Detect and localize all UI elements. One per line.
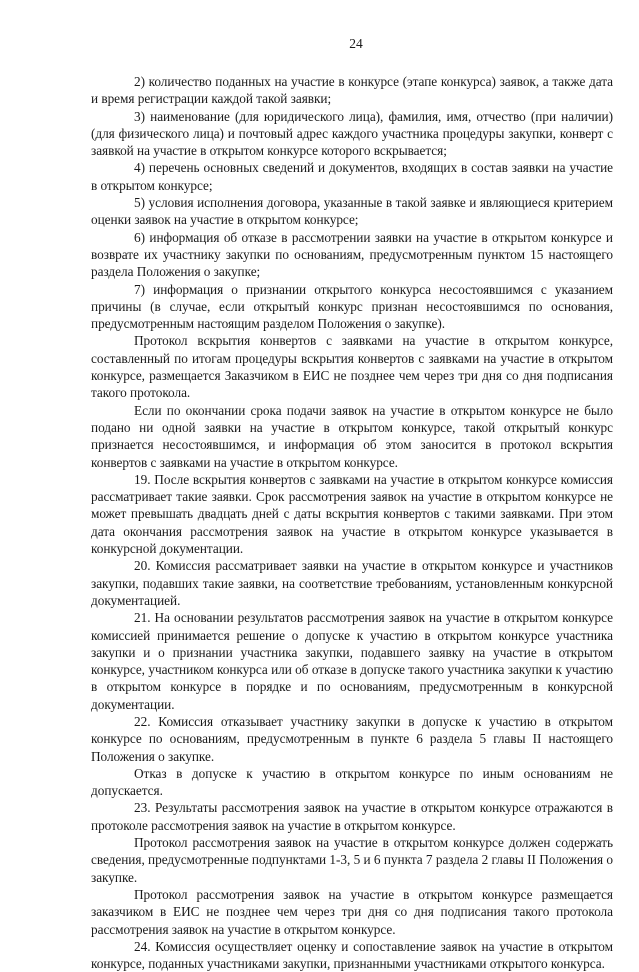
paragraph: 23. Результаты рассмотрения заявок на участие в открытом конкурсе отражаются в протоколе рассмотрения заявок на участие в открытом конкурсе. xyxy=(91,800,613,833)
paragraph: 19. После вскрытия конвертов с заявками на участие в открытом конкурсе комиссия рассматривает такие заявки. Срок рассмотрения заявок на участие в открытом конкурсе не может превышать двадцать дней с даты вскрытия конвертов с такими заявками. При этом дата окончания рассмотрения заявок на участие в открытом конкурсе указывается в конкурсной документации. xyxy=(91,471,613,557)
paragraph: 5) условия исполнения договора, указанные в такой заявке и являющиеся критерием оценки заявок на участие в открытом конкурсе; xyxy=(91,195,613,228)
paragraph: Протокол рассмотрения заявок на участие в открытом конкурсе размещается заказчиком в ЕИС не позднее чем через три дня со дня подписания такого протокола рассмотрения заявок на участие в открытом конкурсе. xyxy=(91,886,613,937)
paragraph: Протокол вскрытия конвертов с заявками на участие в открытом конкурсе, составленный по итогам процедуры вскрытия конвертов с заявками на участие в открытом конкурсе, размещается Заказчиком в ЕИС не позднее чем через три дня со дня подписания такого протокола. xyxy=(91,333,613,401)
paragraph: Отказ в допуске к участию в открытом конкурсе по иным основаниям не допускается. xyxy=(91,765,613,799)
page-number: 24 xyxy=(349,36,363,51)
paragraph: 20. Комиссия рассматривает заявки на участие в открытом конкурсе и участников закупки, подавших такие заявки, на соответствие требованиям, установленным конкурсной документацией. xyxy=(91,558,613,608)
paragraph: 7) информация о признании открытого конкурса несостоявшимся с указанием причины (в случае, если открытый конкурс признан несостоявшимся по основания, предусмотренным настоящим разделом Положения о закупке). xyxy=(91,281,613,332)
paragraph: 2) количество поданных на участие в конкурсе (этапе конкурса) заявок, а также дата и время регистрации каждой такой заявки; xyxy=(91,74,613,107)
paragraph: 6) информация об отказе в рассмотрении заявки на участие в открытом конкурсе и возврате их участнику закупки по основаниям, предусмотренным пунктом 15 настоящего раздела Положения о закупке; xyxy=(91,229,613,280)
document-body xyxy=(91,73,613,972)
paragraph: Если по окончании срока подачи заявок на участие в открытом конкурсе не было подано ни одной заявки на участие в открытом конкурсе, такой открытый конкурс признается несостоявшимся, и информация об этом заносится в протокол вскрытия конвертов с заявками на участие в открытом конкурсе. xyxy=(91,402,613,470)
paragraph: Протокол рассмотрения заявок на участие в открытом конкурсе должен содержать сведения, предусмотренные подпунктами 1-3, 5 и 6 пункта 7 раздела 2 главы II Положения о закупке. xyxy=(91,835,613,885)
paragraph: 21. На основании результатов рассмотрения заявок на участие в открытом конкурсе комиссией принимается решение о допуске к участию в открытом конкурсе участника закупки и о признании участника закупки, подавшего заявку на участие в открытом конкурсе, участником конкурса или об отказе в допуске такого участника закупки к участию в открытом конкурсе в порядке и по основаниям, предусмотренным в конкурсной документации. xyxy=(91,610,613,712)
paragraph: 4) перечень основных сведений и документов, входящих в состав заявки на участие в открытом конкурсе; xyxy=(91,160,613,193)
paragraph: 22. Комиссия отказывает участнику закупки в допуске к участию в открытом конкурсе по основаниям, предусмотренным в пункте 6 раздела 5 главы II настоящего Положения о закупке. xyxy=(91,713,613,764)
paragraph: 24. Комиссия осуществляет оценку и сопоставление заявок на участие в открытом конкурсе, поданных участниками закупки, признанными участниками открытого конкурса. xyxy=(91,938,613,972)
paragraph: 3) наименование (для юридического лица), фамилия, имя, отчество (при наличии) (для физического лица) и почтовый адрес каждого участника процедуры закупки, конверт с заявкой на участие в открытом конкурсе которого вскрывается; xyxy=(91,108,613,159)
